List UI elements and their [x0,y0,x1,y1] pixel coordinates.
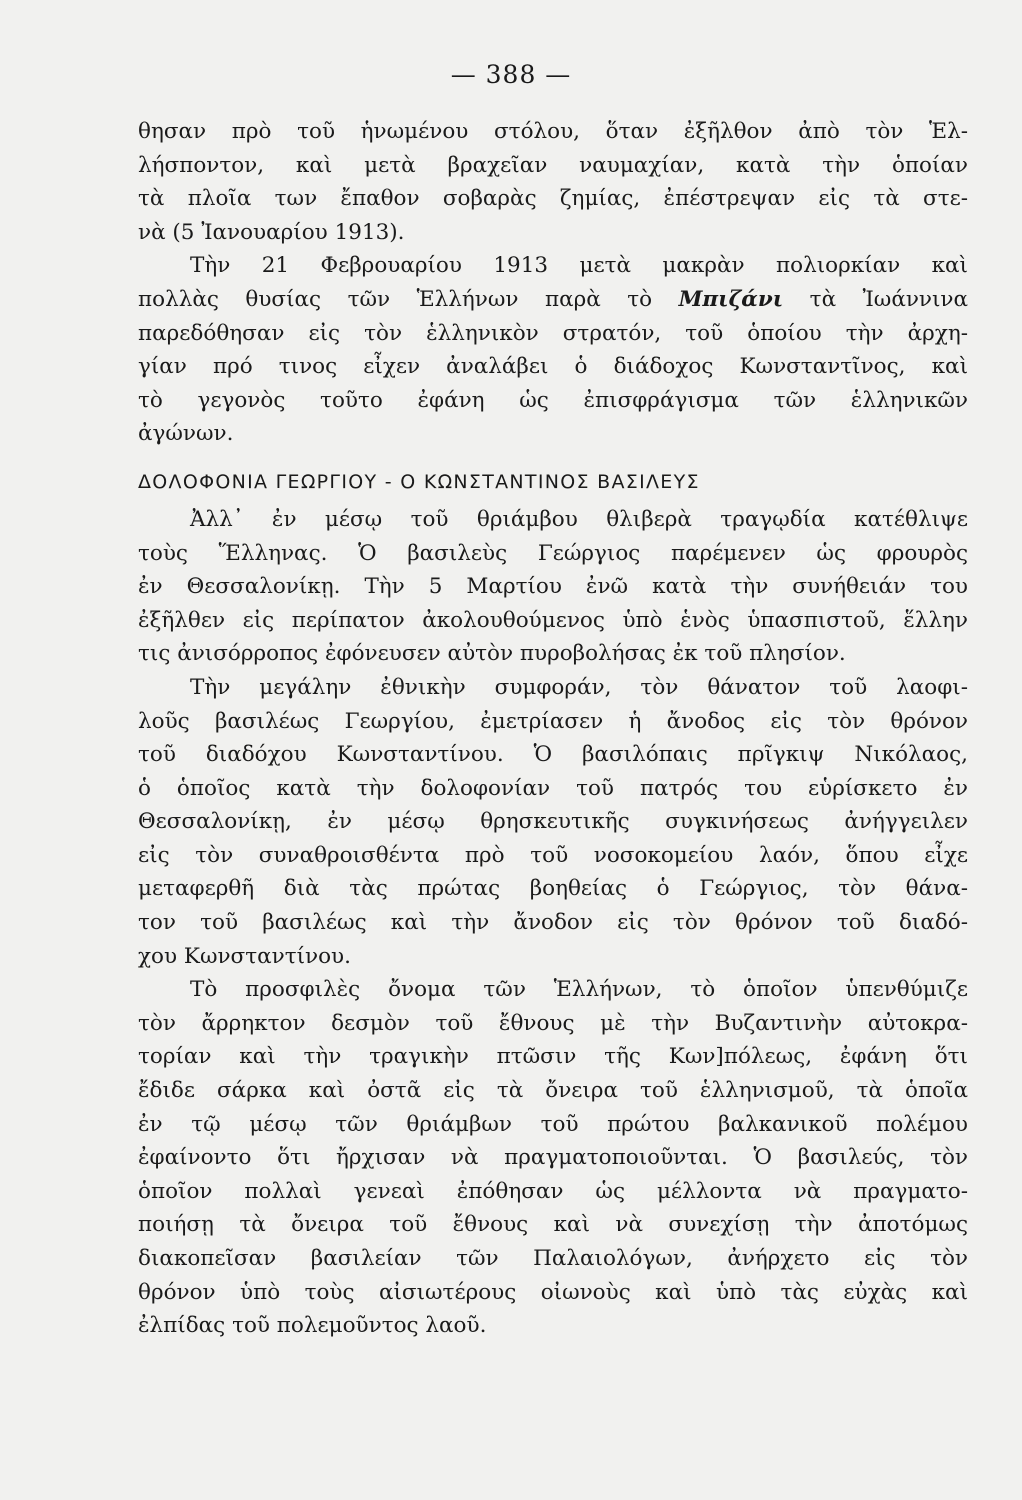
text-line: διακοπεῖσαν βασιλείαν τῶν Παλαιολόγων, ἀνήρχετο εἰς τὸν [138,1246,968,1271]
text-line: ὁποῖον πολλαὶ γενεαὶ ἐπόθησαν ὡς μέλλοντα νὰ πραγματο- [138,1178,968,1204]
text-line: ἐξῆλθεν εἰς περίπατον ἀκολουθούμενος ὑπὸ ἑνὸς ὑπασπιστοῦ, ἕλλην [138,607,968,633]
paragraph-ioannina [138,249,968,451]
text-line: Τὴν μεγάλην ἐθνικὴν συμφοράν, τὸν θάνατον τοῦ λαοφι- [190,674,968,700]
text-line: τον τοῦ βασιλέως καὶ τὴν ἄνοδον εἰς τὸν θρόνον τοῦ διαδό- [138,910,968,936]
text-line: χου Κωνσταντίνου. [138,943,351,969]
text-line: θησαν πρὸ τοῦ ἡνωμένου στόλου, ὅταν ἐξῆλθον ἀπὸ τὸν Ἑλ- [138,119,968,144]
text-line: ἐλπίδας τοῦ πολεμοῦντος λαοῦ. [138,1313,487,1339]
paragraph-assassination [138,503,968,671]
text-line: τὸ γεγονὸς τοῦτο ἐφάνη ὡς ἐπισφράγισμα τῶν ἑλληνικῶν [138,387,968,413]
text-line: γίαν πρό τινος εἶχεν ἀναλάβει ὁ διάδοχος Κωνσταντῖνος, καὶ [138,354,968,380]
text-line: τορίαν καὶ τὴν τραγικὴν πτῶσιν τῆς Κων]πόλεως, ἐφάνη ὅτι [138,1044,968,1070]
text-line: Τὸ προσφιλὲς ὄνομα τῶν Ἑλλήνων, τὸ ὁποῖον ὑπενθύμιζε [190,977,968,1003]
text-line: μεταφερθῆ διὰ τὰς πρώτας βοηθείας ὁ Γεώργιος, τὸν θάνα- [138,876,968,902]
text-segment: πολλὰς θυσίας τῶν Ἑλλήνων παρὰ τὸ [138,286,679,312]
text-line: ἐν τῷ μέσῳ τῶν θριάμβων τοῦ πρώτου βαλκανικοῦ πολέμου [138,1111,968,1137]
text-line: τοῦ διαδόχου Κωνσταντίνου. Ὁ βασιλόπαις πρῖγκιψ Νικόλαος, [138,742,968,768]
text-line-with-emphasis [138,283,968,317]
paragraph-continuation [138,115,968,249]
section-heading: ΔΟΛΟΦΟΝΙΑ ΓΕΩΡΓΙΟΥ - Ο ΚΩΝΣΤΑΝΤΙΝΟΣ ΒΑΣΙΛΕΥΣ [138,470,700,493]
text-line: Τὴν 21 Φεβρουαρίου 1913 μετὰ μακρὰν πολιορκίαν καὶ [190,253,968,279]
text-line: Ἀλλ᾽ ἐν μέσῳ τοῦ θριάμβου θλιβερὰ τραγῳδία κατέθλιψε [190,506,968,532]
text-segment: τὰ Ἰωάννινα [783,286,969,312]
text-line: τὰ πλοῖα των ἔπαθον σοβαρὰς ζημίας, ἐπέστρεψαν εἰς τὰ στε- [138,186,968,212]
text-line: λοῦς βασιλέως Γεωργίου, ἐμετρίασεν ἡ ἄνοδος εἰς τὸν θρόνον [138,708,968,734]
text-line: ἀγώνων. [138,421,234,447]
text-line: εἰς τὸν συναθροισθέντα πρὸ τοῦ νοσοκομείου λαόν, ὅπου εἶχε [138,842,968,868]
text-line: τοὺς Ἕλληνας. Ὁ βασιλεὺς Γεώργιος παρέμενεν ὡς φρουρὸς [138,540,968,566]
text-line: νὰ (5 Ἰανουαρίου 1913). [138,219,405,245]
text-line: ὁ ὁποῖος κατὰ τὴν δολοφονίαν τοῦ πατρός του εὑρίσκετο ἐν [138,775,968,801]
text-line: τις ἀνισόρροπος ἐφόνευσεν αὐτὸν πυροβολήσας ἐκ τοῦ πλησίον. [138,641,846,667]
text-line: τὸν ἄρρηκτον δεσμὸν τοῦ ἔθνους μὲ τὴν Βυζαντινὴν αὐτοκρα- [138,1010,968,1036]
text-line: ἐν Θεσσαλονίκῃ. Τὴν 5 Μαρτίου ἐνῶ κατὰ τὴν συνήθειάν του [138,574,968,600]
text-line: ἔδιδε σάρκα καὶ ὀστᾶ εἰς τὰ ὄνειρα τοῦ ἑλληνισμοῦ, τὰ ὁποῖα [138,1078,968,1104]
page-body [138,115,968,1343]
paragraph-succession [138,671,968,973]
text-line: ποιήσῃ τὰ ὄνειρα τοῦ ἔθνους καὶ νὰ συνεχίσῃ τὴν ἀποτόμως [138,1212,968,1238]
place-name-bizani: Μπιζάνι [678,286,784,312]
text-line: λήσποντον, καὶ μετὰ βραχεῖαν ναυμαχίαν, κατὰ τὴν ὁποίαν [138,152,968,178]
text-line: Θεσσαλονίκῃ, ἐν μέσῳ θρησκευτικῆς συγκινήσεως ἀνήγγειλεν [138,809,968,835]
text-line: παρεδόθησαν εἰς τὸν ἑλληνικὸν στρατόν, τοῦ ὁποίου τὴν ἀρχη- [138,320,968,346]
page-number: — 388 — [450,60,572,89]
text-line: ἐφαίνοντο ὅτι ἤρχισαν νὰ πραγματοποιοῦνται. Ὁ βασιλεύς, τὸν [138,1145,968,1171]
text-line: θρόνον ὑπὸ τοὺς αἰσιωτέρους οἰωνοὺς καὶ ὑπὸ τὰς εὐχὰς καὶ [138,1279,968,1305]
paragraph-constantine-name [138,973,968,1343]
